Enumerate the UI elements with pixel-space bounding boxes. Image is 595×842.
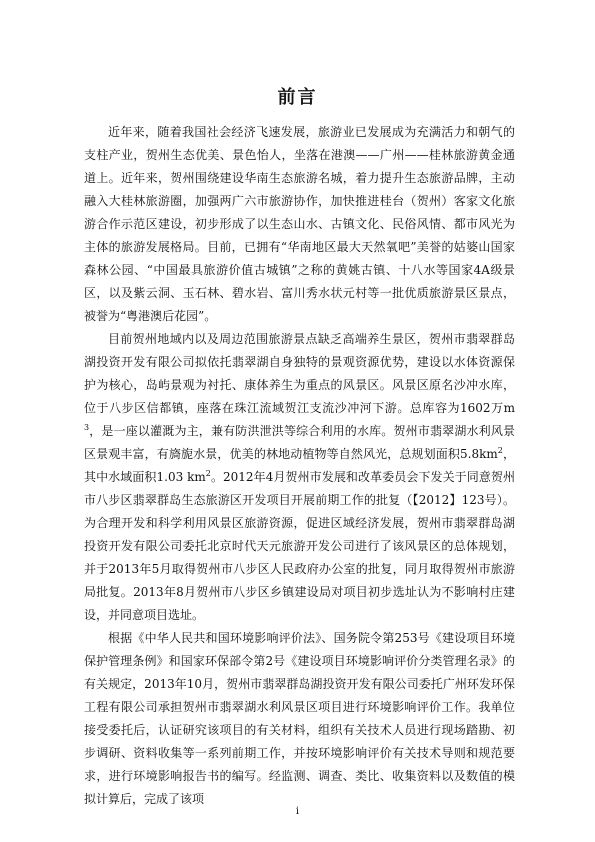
paragraph-legal-basis: 根据《中华人民共和国环境影响评价法》、国务院令第253号《建设项目环境保护管理条例》和国家环保部令第2号《建设项目环境影响评价分类管理名录》的有关规定，2013年10月，贺州市翡翠群岛湖投资开发有限公司委托广州环发环保工程有限公司承担贺州市翡翠湖水利风景区项目进行环境影响评价工作。我单位接受委托后，认证研究该项目的有关材料，组织有关技术人员进行现场踏勘、初步调研、资料收集等一系列前期工作，并按环境影响评价有关技术导则和规范要求，进行环境影响报告书的编写。经监测、调查、类比、收集资料以及数值的模拟计算后，完成了该项 xyxy=(84,631,515,806)
superscript-square-water: 2 xyxy=(205,469,211,478)
paragraph-project-part-b: ，是一座以灌溉为主，兼有防洪泄洪等综合利用的水库。贺州市翡翠湖水利风景区景观丰富，有旖旎水景，优美的林地动植物等自然风光，总规划面积5.8km xyxy=(84,424,515,461)
paragraph-intro: 近年来，随着我国社会经济飞速发展，旅游业已发展成为充满活力和朝气的支柱产业，贺州生态优美、景色怡人，坐落在港澳——广州——桂林旅游黄金通道上。近年来，贺州围绕建设华南生态旅游名城，着力提升生态旅游品牌，主动融入大桂林旅游圈，加强两广六市旅游协作，加快推进桂台（贺州）客家文化旅游合作示范区建设，初步形成了以生态山水、古镇文化、民俗风情、都市风光为主体的旅游发展格局。目前，已拥有“华南地区最大天然氧吧”美誉的姑婆山国家森林公园、“中国最具旅游价值古城镇”之称的黄姚古镇、十八水等国家4A级景区，以及紫云洞、玉石林、碧水岩、富川秀水状元村等一批优质旅游景区景点，被誉为“粤港澳后花园”。 xyxy=(84,125,515,323)
body-text xyxy=(84,121,515,811)
page-title: 前言 xyxy=(277,87,318,108)
paragraph-project-part-a: 目前贺州地域内以及周边范围旅游景点缺乏高端养生景区，贺州市翡翠群岛湖投资开发有限公司拟依托翡翠湖自身独特的景观资源优势，建设以水体资源保护为核心，岛屿景观为衬托、康体养生为重点的风景区。风景区原名沙冲水库，位于八步区信都镇，座落在珠江流域贺江支流沙冲河下游。总库容为1602万m xyxy=(84,332,515,415)
superscript-cubic: 3 xyxy=(84,423,90,432)
superscript-square-total: 2 xyxy=(497,446,503,455)
page-number: i xyxy=(295,806,300,817)
paragraph-project-part-c: ，其中水域面积1.03 km xyxy=(84,447,515,484)
paragraph-project xyxy=(84,328,515,627)
paragraph-project-part-d: 。2012年4月贺州市发展和改革委员会下发关于同意贺州市八步区翡翠群岛生态旅游区开发项目开展前期工作的批复（【2012】123号）。为合理开发和科学利用风景区旅游资源，促进区域经济发展，贺州市翡翠群岛湖投资开发有限公司委托北京时代天元旅游开发公司进行了该风景区的总体规划，并于2013年5月取得贺州市八步区人民政府办公室的批复，同月取得贺州市旅游局批复。2013年8月贺州市八步区乡镇建设局对项目初步选址认为不影响村庄建设，并同意项目选址。 xyxy=(84,470,515,622)
